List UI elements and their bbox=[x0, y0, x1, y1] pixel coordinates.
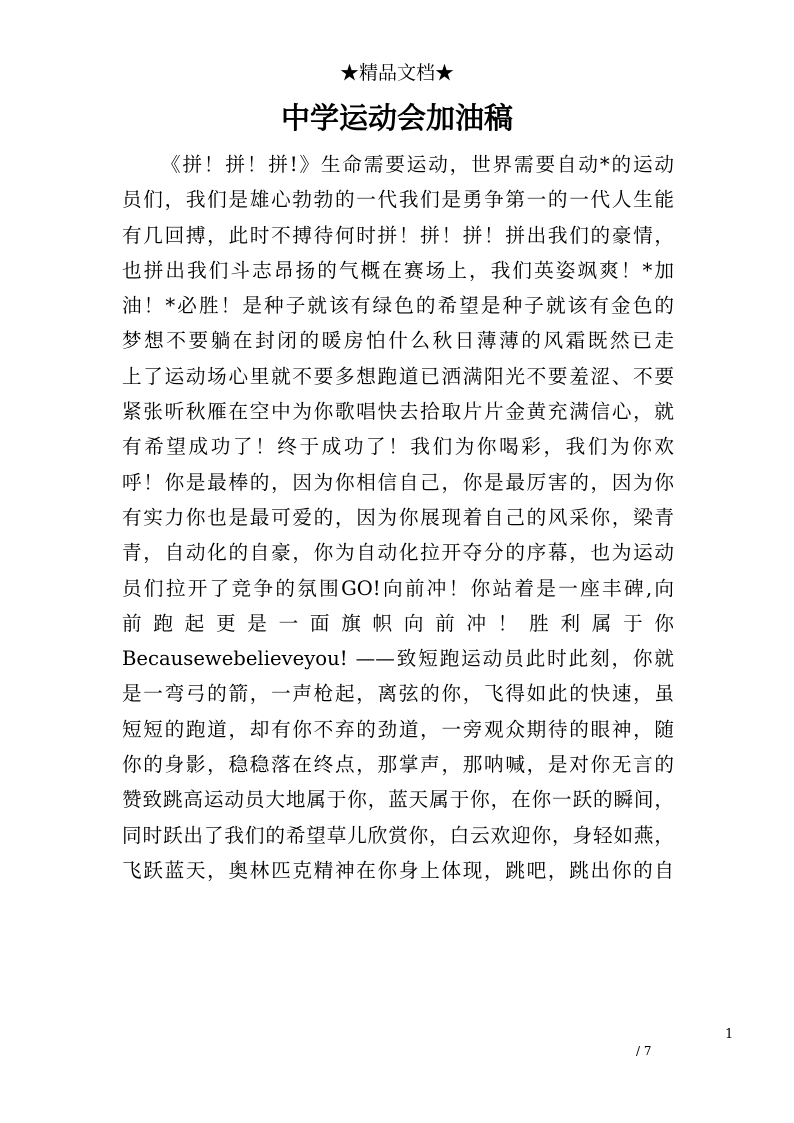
body-line: 员们拉开了竞争的氛围GO!向前冲！你站着是一座丰碑,向 bbox=[122, 576, 674, 600]
body-line: 有实力你也是最可爱的，因为你展现着自己的风采你，梁青 bbox=[122, 505, 674, 529]
body-line: 青，自动化的自豪，你为自动化拉开夺分的序幕，也为运动 bbox=[122, 541, 674, 565]
body-line: 是一弯弓的箭，一声枪起，离弦的你，飞得如此的快速，虽 bbox=[122, 682, 674, 706]
page-total: / 7 bbox=[636, 1044, 652, 1058]
body-line: Becausewebelieveyou! ——致短跑运动员此时此刻，你就 bbox=[122, 647, 674, 671]
body-line: 上了运动场心里就不要多想跑道已洒满阳光不要羞涩、不要 bbox=[122, 364, 674, 388]
body-text bbox=[122, 147, 674, 888]
page-number: 1 bbox=[725, 1027, 734, 1042]
body-line: 飞跃蓝天，奥林匹克精神在你身上体现，跳吧，跳出你的自 bbox=[122, 858, 674, 882]
body-line: 员们，我们是雄心勃勃的一代我们是勇争第一的一代人生能 bbox=[122, 188, 674, 212]
body-line: 同时跃出了我们的希望草儿欣赏你，白云欢迎你，身轻如燕， bbox=[122, 823, 674, 847]
body-line: 也拼出我们斗志昂扬的气概在赛场上，我们英姿飒爽！*加 bbox=[122, 258, 674, 282]
body-line: 你的身影，稳稳落在终点，那掌声，那呐喊，是对你无言的 bbox=[122, 753, 674, 777]
document-title: 中学运动会加油稿 bbox=[280, 101, 513, 135]
body-line: 前 跑 起 更 是 一 面 旗 帜 向 前 冲 ！ 胜 利 属 于 你 bbox=[122, 611, 674, 635]
body-line: 有几回搏，此时不搏待何时拼！拼！拼！拼出我们的豪情， bbox=[122, 223, 674, 247]
body-line: 短短的跑道，却有你不弃的劲道，一旁观众期待的眼神，随 bbox=[122, 717, 674, 741]
body-line: 紧张听秋雁在空中为你歌唱快去拾取片片金黄充满信心，就 bbox=[122, 400, 674, 424]
body-line: 赞致跳高运动员大地属于你，蓝天属于你，在你一跃的瞬间， bbox=[122, 788, 674, 812]
body-line: 油！*必胜！是种子就该有绿色的希望是种子就该有金色的 bbox=[122, 294, 674, 318]
body-line: 有希望成功了！终于成功了！我们为你喝彩，我们为你欢 bbox=[122, 435, 674, 459]
body-line: 呼！你是最棒的，因为你相信自己，你是最厉害的，因为你 bbox=[122, 470, 674, 494]
body-line: 《拼！拼！拼!》生命需要运动，世界需要自动*的运动 bbox=[161, 153, 674, 176]
header-badge: ★精品文档★ bbox=[339, 62, 454, 84]
body-line: 梦想不要躺在封闭的暖房怕什么秋日薄薄的风霜既然已走 bbox=[122, 329, 674, 353]
